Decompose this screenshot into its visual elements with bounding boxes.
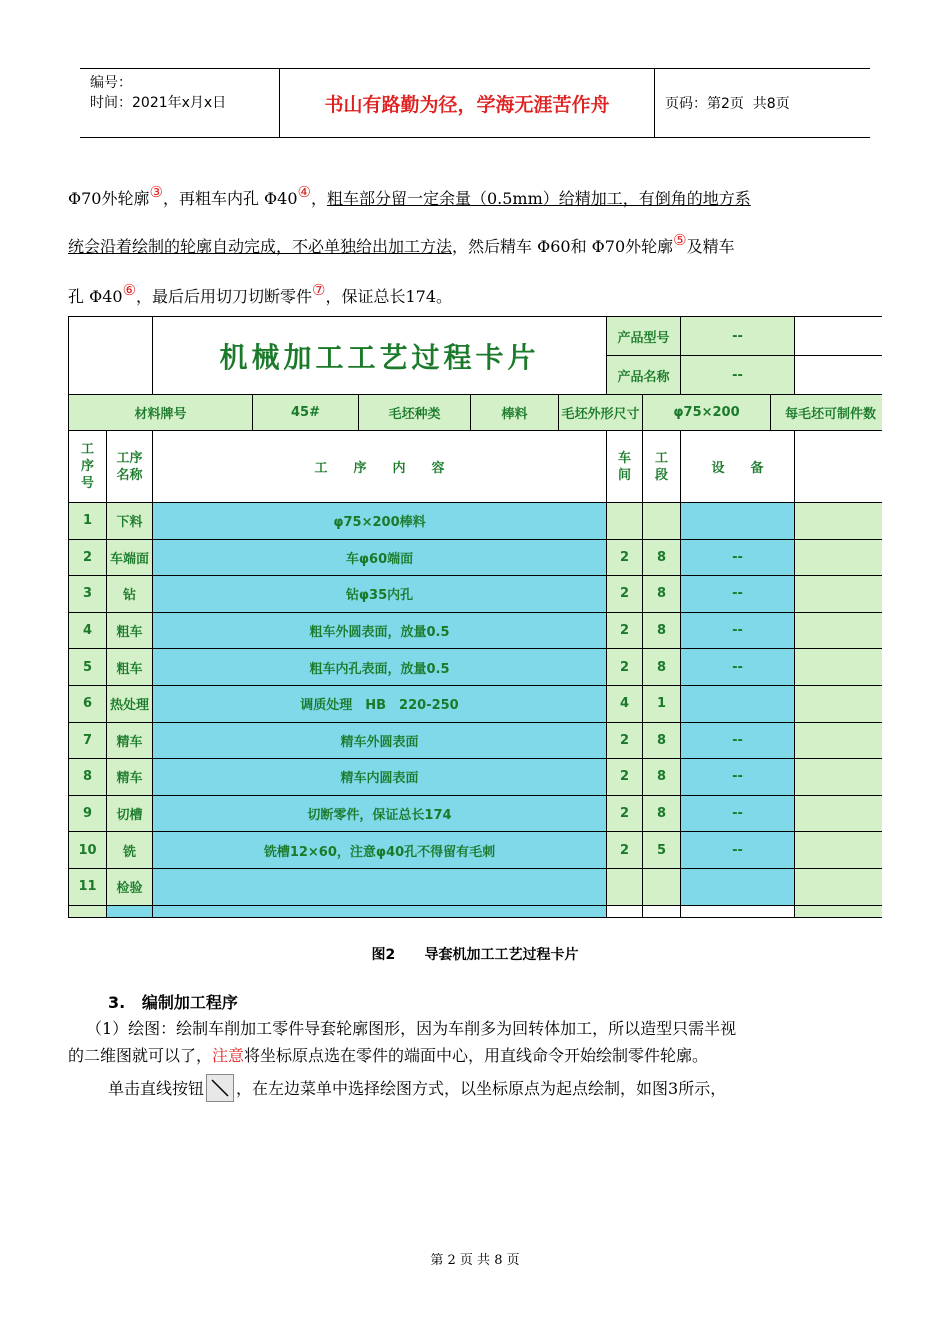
row-no: 2: [69, 539, 107, 576]
underlined-text: 粗车部分留一定余量（0.5mm）给精加工，有倒角的地方系: [326, 189, 751, 208]
card-blank-cell: [643, 905, 681, 917]
row-section: 8: [643, 722, 681, 759]
table-row: [69, 649, 883, 686]
row-section: 1: [643, 685, 681, 722]
blank-type-value: 棒料: [471, 395, 559, 431]
material-label: 材料牌号: [69, 395, 253, 431]
row-section: 8: [643, 539, 681, 576]
circled-number: ⑤: [673, 231, 687, 249]
row-section: [643, 868, 681, 905]
header-motto: 书山有路勤为径，学海无涯苦作舟: [280, 69, 655, 137]
row-content: [153, 868, 607, 905]
circled-number: ⑦: [312, 281, 326, 299]
blank-size-label: 毛坯外形尺寸: [559, 395, 643, 431]
row-content: 粗车内孔表面，放量0.5: [153, 649, 607, 686]
card-blank-cell: [69, 317, 153, 395]
row-equipment: --: [681, 612, 795, 649]
para2-line1: （1）绘图：绘制车削加工零件导套轮廓图形，因为车削多为回转体加工，所以造型只需半视: [86, 1019, 737, 1038]
row-no: 4: [69, 612, 107, 649]
row-equipment: [681, 503, 795, 540]
card-blank-cell: [795, 685, 882, 722]
row-name: 切槽: [107, 795, 153, 832]
row-workshop: 2: [607, 832, 643, 869]
text: ，在左边菜单中选择绘图方式，以坐标原点为起点绘制，如图3所示，: [236, 1079, 727, 1098]
row-equipment: --: [681, 649, 795, 686]
row-no: 8: [69, 759, 107, 796]
table-row: [69, 759, 883, 796]
para1-line2: [68, 231, 735, 257]
row-section: 8: [643, 759, 681, 796]
text: Φ70外轮廓: [68, 189, 150, 208]
row-equipment: --: [681, 795, 795, 832]
text: ，最后后用切刀切断零件: [136, 287, 313, 306]
text: ，再粗车内孔 Φ40: [162, 189, 298, 208]
table-row: [69, 868, 883, 905]
card-blank-cell: [795, 431, 882, 503]
table-row: [69, 722, 883, 759]
card-blank-cell: [795, 722, 882, 759]
row-name: 下料: [107, 503, 153, 540]
table-row: [69, 612, 883, 649]
row-section: 8: [643, 649, 681, 686]
row-section: 8: [643, 795, 681, 832]
text: 及精车: [686, 237, 735, 256]
row-name: 车端面: [107, 539, 153, 576]
table-row: [69, 905, 883, 917]
row-equipment: --: [681, 832, 795, 869]
card-blank-cell: [795, 576, 882, 613]
table-row: [69, 503, 883, 540]
process-rows: [69, 503, 883, 918]
table-row: [69, 795, 883, 832]
row-name: 钻: [107, 576, 153, 613]
card-blank-cell: [681, 905, 795, 917]
row-name: 精车: [107, 722, 153, 759]
text: ，: [310, 189, 327, 208]
circled-number: ③: [149, 183, 163, 201]
table-row: [69, 576, 883, 613]
row-no: 10: [69, 832, 107, 869]
date-label: 时间：2021年x月x日: [90, 95, 227, 111]
blank-type-label: 毛坯种类: [359, 395, 471, 431]
product-model-label: 产品型号: [607, 317, 681, 356]
text: 孔 Φ40: [68, 287, 123, 306]
row-name: 热处理: [107, 685, 153, 722]
row-workshop: 2: [607, 612, 643, 649]
col-header-no: 工序号: [69, 431, 107, 503]
row-workshop: 2: [607, 649, 643, 686]
row-no: 9: [69, 795, 107, 832]
row-no: 6: [69, 685, 107, 722]
per-blank-label: 每毛坯可制件数: [771, 395, 882, 431]
line-tool-icon: [206, 1074, 234, 1102]
page-footer: 第 2 页 共 8 页: [430, 1253, 520, 1268]
row-equipment: --: [681, 539, 795, 576]
row-no: 7: [69, 722, 107, 759]
section-heading: [108, 990, 238, 1013]
row-section: 8: [643, 612, 681, 649]
card-blank-cell: [795, 868, 882, 905]
table-row: [69, 685, 883, 722]
para2-line2: [68, 1043, 708, 1066]
page-header: [80, 68, 870, 138]
card-blank-cell: [69, 905, 107, 917]
process-card: [68, 316, 882, 922]
card-blank-cell: [153, 905, 607, 917]
row-workshop: 2: [607, 539, 643, 576]
para1-line1: [68, 183, 751, 209]
row-no: 1: [69, 503, 107, 540]
row-name: 粗车: [107, 649, 153, 686]
row-equipment: [681, 685, 795, 722]
row-content: 车φ60端面: [153, 539, 607, 576]
card-blank-cell: [795, 905, 882, 917]
row-content: 切断零件，保证总长174: [153, 795, 607, 832]
row-content: 调质处理 HB 220-250: [153, 685, 607, 722]
row-section: 8: [643, 576, 681, 613]
highlight-text: 注意: [212, 1046, 245, 1065]
product-model-value: --: [681, 317, 795, 356]
col-header-section: 工段: [643, 431, 681, 503]
material-value: 45#: [253, 395, 359, 431]
code-label: 编号：: [90, 75, 132, 91]
text: ，保证总长174。: [325, 287, 453, 306]
row-workshop: [607, 503, 643, 540]
row-equipment: --: [681, 722, 795, 759]
card-blank-cell: [795, 612, 882, 649]
card-blank-cell: [795, 759, 882, 796]
row-no: 3: [69, 576, 107, 613]
row-name: 精车: [107, 759, 153, 796]
row-content: 精车外圆表面: [153, 722, 607, 759]
row-workshop: 2: [607, 795, 643, 832]
row-section: 5: [643, 832, 681, 869]
section-title: 3. 编制加工程序: [108, 993, 238, 1012]
row-workshop: 2: [607, 759, 643, 796]
row-workshop: 4: [607, 685, 643, 722]
col-header-content: 工 序 内 容: [153, 431, 607, 503]
page-label: 页码：第2页 共8页: [665, 96, 790, 112]
card-blank-cell: [795, 795, 882, 832]
row-content: 粗车外圆表面，放量0.5: [153, 612, 607, 649]
process-card-table: [68, 316, 882, 918]
text: ，然后精车 Φ60和 Φ70外轮廓: [452, 237, 674, 256]
header-page: [655, 69, 870, 137]
caption-text: 图2 导套机加工工艺过程卡片: [371, 947, 579, 963]
header-meta: [80, 69, 280, 137]
underlined-text: 统会沿着绘制的轮廓自动完成，不必单独给出加工方法: [68, 237, 453, 256]
para1-line3: [68, 281, 453, 307]
card-blank-cell: [795, 832, 882, 869]
text: 的二维图就可以了，: [68, 1046, 213, 1065]
product-name-value: --: [681, 356, 795, 395]
row-no: 11: [69, 868, 107, 905]
blank-size-value: φ75×200: [643, 395, 771, 431]
text: 将坐标原点选在零件的端面中心，用直线命令开始绘制零件轮廓。: [244, 1046, 709, 1065]
product-name-label: 产品名称: [607, 356, 681, 395]
table-row: [69, 539, 883, 576]
card-blank-cell: [607, 905, 643, 917]
col-header-workshop: 车间: [607, 431, 643, 503]
card-blank-cell: [795, 503, 882, 540]
row-no: 5: [69, 649, 107, 686]
card-blank-cell: [795, 356, 882, 395]
col-header-equipment: 设 备: [681, 431, 795, 503]
card-blank-cell: [795, 317, 882, 356]
text: 单击直线按钮: [108, 1079, 205, 1098]
card-blank-cell: [107, 905, 153, 917]
row-content: 钻φ35内孔: [153, 576, 607, 613]
row-equipment: --: [681, 759, 795, 796]
card-blank-cell: [795, 539, 882, 576]
para2-line3: [108, 1074, 726, 1102]
card-title: 机械加工工艺过程卡片: [219, 340, 540, 374]
row-workshop: [607, 868, 643, 905]
card-title-cell: [153, 317, 607, 395]
circled-number: ④: [297, 183, 311, 201]
row-name: 检验: [107, 868, 153, 905]
row-content: 铣槽12×60，注意φ40孔不得留有毛刺: [153, 832, 607, 869]
card-blank-cell: [795, 649, 882, 686]
row-content: 精车内圆表面: [153, 759, 607, 796]
row-section: [643, 503, 681, 540]
figure-caption: [0, 944, 950, 964]
row-workshop: 2: [607, 576, 643, 613]
row-workshop: 2: [607, 722, 643, 759]
circled-number: ⑥: [122, 281, 137, 299]
col-header-name: 工序名称: [107, 431, 153, 503]
row-equipment: [681, 868, 795, 905]
row-name: 粗车: [107, 612, 153, 649]
row-equipment: --: [681, 576, 795, 613]
row-content: φ75×200棒料: [153, 503, 607, 540]
row-name: 铣: [107, 832, 153, 869]
table-row: [69, 832, 883, 869]
